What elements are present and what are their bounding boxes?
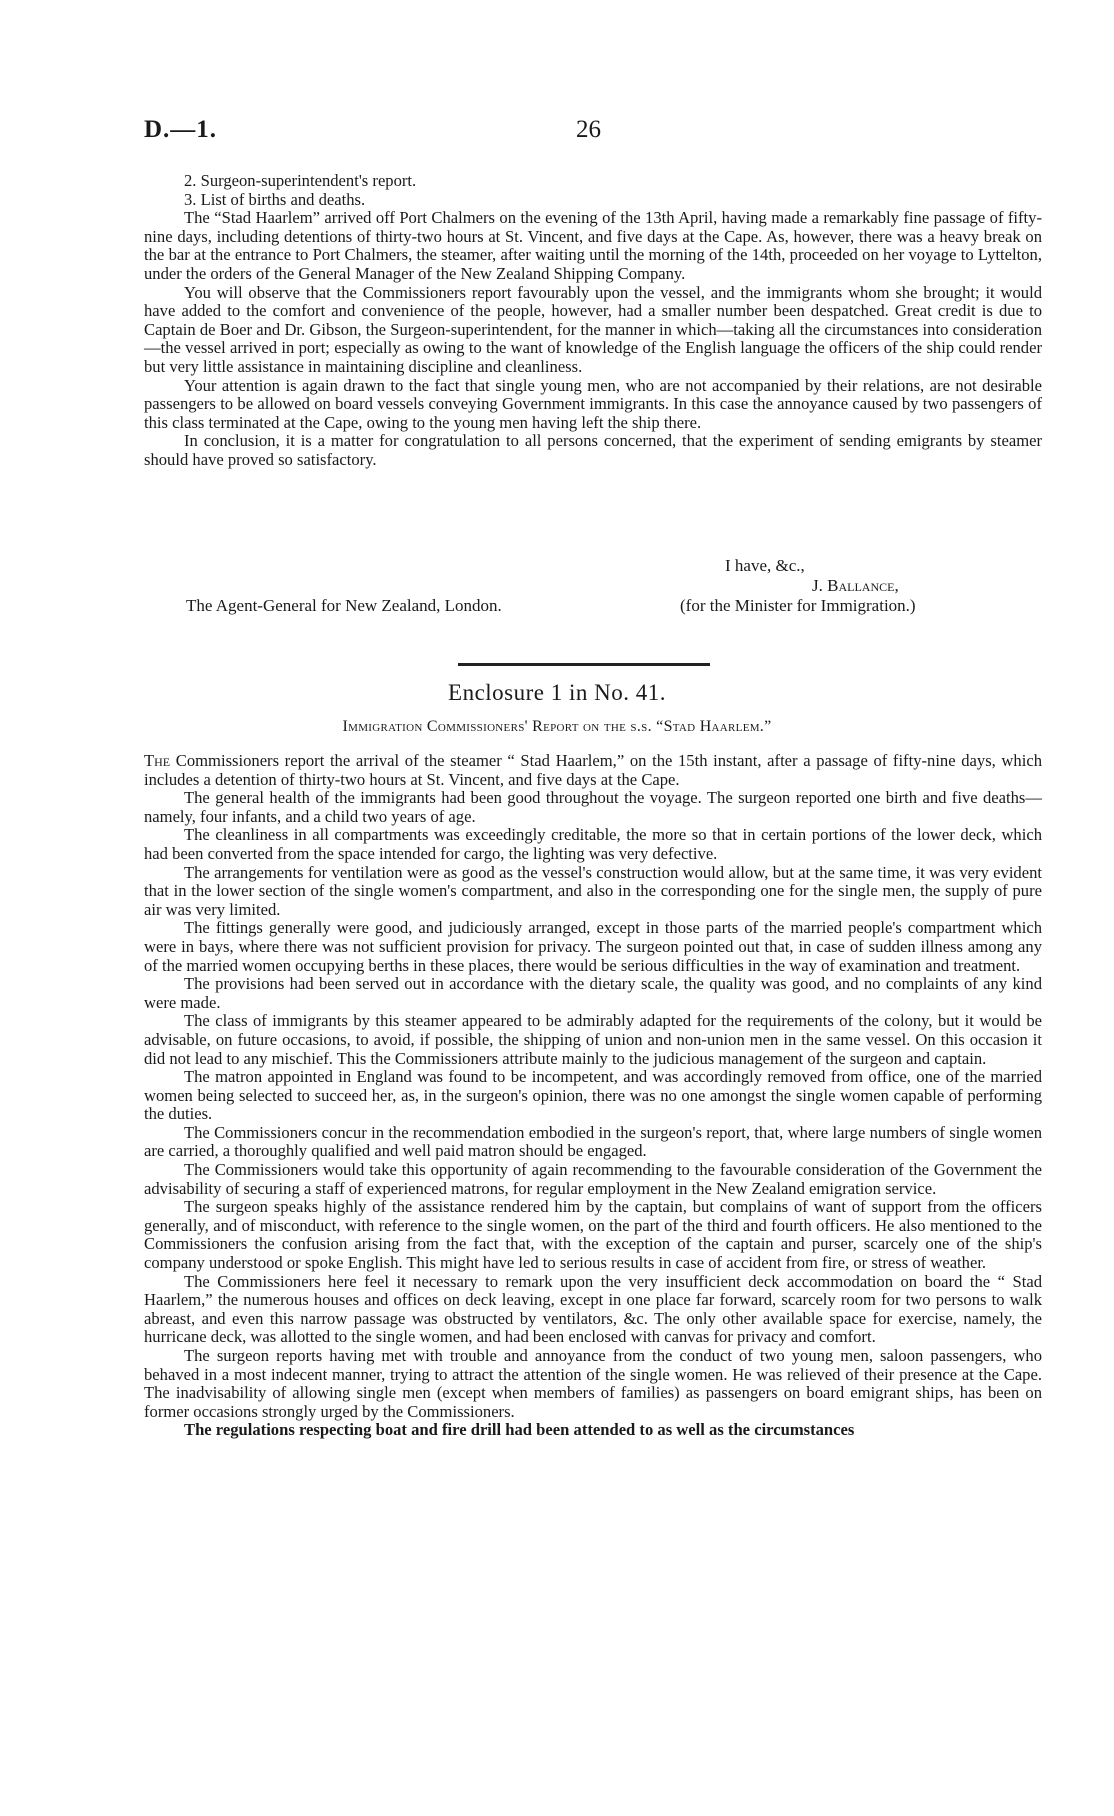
letter-closing: I have, &c., bbox=[725, 556, 805, 575]
list-item-births-deaths: 3. List of births and deaths. bbox=[184, 189, 366, 209]
letter-body bbox=[144, 172, 1042, 470]
enclosure-heading: Enclosure 1 in No. 41. bbox=[448, 680, 666, 705]
addressee: The Agent-General for New Zealand, London. bbox=[186, 596, 502, 615]
letter-paragraph: The “Stad Haarlem” arrived off Port Chalmers on the evening of the 13th April, having made a remarkably fine passage of fifty-nine days, including detentions of thirty-two hours at St. Vincent, and five days at the Cape. As, however, there was a heavy break on the bar at the entrance to Port Chalmers, the steamer, after waiting until the morning of the 14th, proceeded on her voyage to Lyttelton, under the orders of the General Manager of the New Zealand Shipping Company. bbox=[144, 208, 1042, 283]
letter-paragraph: You will observe that the Commissioners report favourably upon the vessel, and the immigrants whom she brought; it would have added to the comfort and convenience of the people, however, had a smaller number been despatched. Great credit is due to Captain de Boer and Dr. Gibson, the Surgeon-superintendent, for the manner in which—taking all the circumstances into consideration—the vessel arrived in port; especially as owing to the want of knowledge of the English language the officers of the ship could render but very little assistance in maintaining discipline and cleanliness. bbox=[144, 282, 1042, 376]
report-paragraph: The surgeon reports having met with trouble and annoyance from the conduct of two young men, saloon passengers, who behaved in a most indecent manner, trying to attract the attention of the single women. He was relieved of their presence at the Cape. The inadvisability of allowing single men (except when members of families) as passengers on board emigrant ships, has been on former occasions strongly urged by the Commissioners. bbox=[144, 1346, 1042, 1421]
report-paragraph: The regulations respecting boat and fire drill had been attended to as well as the circumstances bbox=[184, 1420, 855, 1440]
report-paragraph: The surgeon speaks highly of the assistance rendered him by the captain, but complains of want of support from the officers generally, and of misconduct, with reference to the single women, on the part of the third and fourth officers. He also mentioned to the Commissioners the confusion arising from the fact that, with the exception of the captain and purser, scarcely one of the ship's company understood or spoke English. This might have led to serious results in case of accident from fire, or stress of weather. bbox=[144, 1197, 1042, 1273]
report-paragraph: The cleanliness in all compartments was exceedingly creditable, the more so that in certain portions of the lower deck, which had been converted from the space intended for cargo, the lighting was very defective. bbox=[144, 825, 1042, 863]
enclosure-subheading: Immigration Commissioners' Report on the s.s. “Stad Haarlem.” bbox=[342, 718, 772, 735]
signature-role: (for the Minister for Immigration.) bbox=[680, 596, 916, 615]
letter-paragraph: Your attention is again drawn to the fact that single young men, who are not accompanied by their relations, are not desirable passengers to be allowed on board vessels conveying Government immigrants. In this case the annoyance caused by two passengers of this class terminated at the Cape, owing to the young men having left the ship there. bbox=[144, 375, 1042, 432]
list-item-report: 2. Surgeon-superintendent's report. bbox=[184, 171, 417, 190]
section-divider bbox=[458, 663, 710, 666]
report-paragraph: The general health of the immigrants had been good throughout the voyage. The surgeon reported one birth and five deaths—namely, four infants, and a child two years of age. bbox=[144, 788, 1042, 826]
document-code: D.—1. bbox=[144, 116, 218, 143]
report-body bbox=[144, 752, 1042, 1440]
first-paragraph-text: Commissioners report the arrival of the steamer “ Stad Haarlem,” on the 15th instant, after a passage of fifty-nine days, which includes a detention of thirty-two hours at St. Vincent, and five days at the Cape. bbox=[144, 751, 1042, 789]
first-word: The bbox=[144, 751, 171, 770]
signature-name: J. Ballance, bbox=[812, 576, 899, 595]
report-paragraph: The arrangements for ventilation were as good as the vessel's construction would allow, but at the same time, it was very evident that in the lower section of the single women's compartment, and also in the corresponding one for the single men, the supply of pure air was very limited. bbox=[144, 862, 1042, 919]
report-paragraph: The class of immigrants by this steamer appeared to be admirably adapted for the requirements of the colony, but it would be advisable, on future occasions, to avoid, if possible, the shipping of union and non-union men in the same vessel. On this occasion it did not lead to any mischief. This the Commissioners attribute mainly to the judicious management of the surgeon and captain. bbox=[144, 1011, 1042, 1068]
letter-paragraph: In conclusion, it is a matter for congratulation to all persons concerned, that the experiment of sending emigrants by steamer should have proved so satisfactory. bbox=[144, 431, 1042, 469]
report-paragraph: The provisions had been served out in accordance with the dietary scale, the quality was good, and no complaints of any kind were made. bbox=[144, 974, 1042, 1012]
report-paragraph: The Commissioners would take this opportunity of again recommending to the favourable consideration of the Government the advisability of securing a staff of experienced matrons, for regular employment in the New Zealand emigration service. bbox=[144, 1160, 1042, 1198]
report-first-paragraph bbox=[144, 752, 1042, 789]
report-paragraph: The matron appointed in England was found to be incompetent, and was accordingly removed from office, one of the married women being selected to succeed her, as, in the surgeon's opinion, there was no one amongst the single women capable of performing the duties. bbox=[144, 1067, 1042, 1124]
report-paragraph: The Commissioners here feel it necessary to remark upon the very insufficient deck accommodation on board the “ Stad Haarlem,” the numerous houses and offices on deck leaving, except in one place far forward, scarcely room for two persons to walk abreast, and even this narrow passage was obstructed by ventilators, &c. The only other available space for exercise, namely, the hurricane deck, was allotted to the single women, and had been enclosed with canvas for privacy and comfort. bbox=[144, 1271, 1042, 1347]
report-paragraph: The Commissioners concur in the recommendation embodied in the surgeon's report, that, where large numbers of single women are carried, a thoroughly qualified and well paid matron should be engaged. bbox=[144, 1122, 1042, 1161]
report-paragraph: The fittings generally were good, and judiciously arranged, except in those parts of the married people's compartment which were in bays, where there was not sufficient provision for privacy. The surgeon pointed out that, in case of sudden illness among any of the married women occupying berths in these places, there would be serious difficulties in the way of examination and treatment. bbox=[144, 918, 1042, 975]
page-number: 26 bbox=[576, 116, 601, 143]
